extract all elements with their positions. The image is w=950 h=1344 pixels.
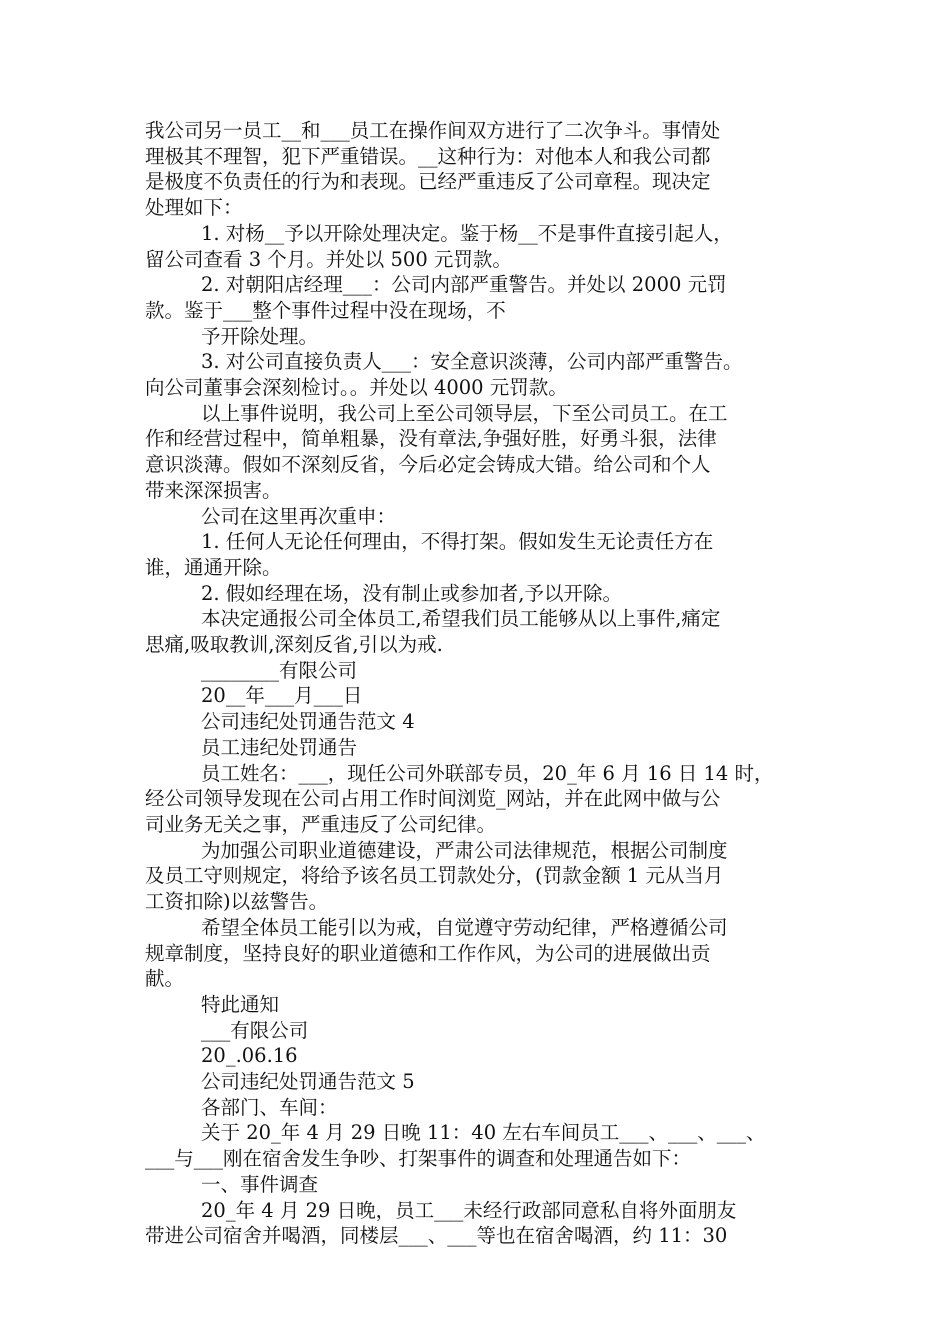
text-line: 20__年___月___日 xyxy=(201,684,363,708)
text-line: 司业务无关之事，严重违反了公司纪律。 xyxy=(145,812,497,836)
text-line: 带来深深损害。 xyxy=(145,478,282,502)
text-line: 予开除处理。 xyxy=(201,324,319,348)
text-line: 工资扣除)以兹警告。 xyxy=(145,890,329,914)
text-line: ___有限公司 xyxy=(201,1018,309,1042)
text-line: 1. 任何人无论任何理由，不得打架。假如发生无论责任方在 xyxy=(201,530,714,554)
text-line: 带进公司宿舍并喝酒，同楼层___、___等也在宿舍喝酒，约 11：30 xyxy=(145,1224,728,1248)
text-line: 以上事件说明，我公司上至公司领导层，下至公司员工。在工 xyxy=(201,401,728,425)
text-line: 特此通知 xyxy=(201,992,280,1016)
text-line: 为加强公司职业道德建设，严肃公司法律规范，根据公司制度 xyxy=(201,838,728,862)
text-line: 2. 假如经理在场，没有制止或参加者,予以开除。 xyxy=(201,581,623,605)
text-line: 我公司另一员工__和___员工在操作间双方进行了二次争斗。事情处 xyxy=(145,119,721,142)
text-line: 款。鉴于___整个事件过程中没在现场，不 xyxy=(145,298,506,322)
text-line: 处理如下： xyxy=(145,196,243,220)
text-line: 各部门、车间： xyxy=(201,1095,338,1119)
text-line: ________有限公司 xyxy=(201,658,358,682)
text-line: 一、事件调查 xyxy=(201,1172,319,1196)
text-line: 公司违纪处罚通告范文 4 xyxy=(201,710,415,734)
text-line: ___与___刚在宿舍发生争吵、打架事件的调查和处理通告如下： xyxy=(145,1147,692,1171)
text-line: 3. 对公司直接负责人___：安全意识淡薄，公司内部严重警告。 xyxy=(201,350,743,374)
text-line: 20_年 4 月 29 日晚，员工___未经行政部同意私自将外面朋友 xyxy=(201,1198,737,1222)
text-line: 20_.06.16 xyxy=(201,1044,298,1068)
text-line: 是极度不负责任的行为和表现。已经严重违反了公司章程。现决定 xyxy=(145,170,711,194)
text-line: 意识淡薄。假如不深刻反省，今后必定会铸成大错。给公司和个人 xyxy=(145,453,711,477)
text-line: 作和经营过程中，简单粗暴，没有章法,争强好胜，好勇斗狠，法律 xyxy=(145,427,717,451)
text-line: 向公司董事会深刻检讨。。并处以 4000 元罚款。 xyxy=(145,376,568,400)
text-line: 经公司领导发现在公司占用工作时间浏览_网站，并在此网中做与公 xyxy=(145,787,721,811)
text-line: 员工违纪处罚通告 xyxy=(201,735,358,759)
text-line: 公司违纪处罚通告范文 5 xyxy=(201,1070,415,1094)
document-body xyxy=(145,118,810,1249)
text-line: 谁，通通开除。 xyxy=(145,555,282,579)
text-line: 规章制度，坚持良好的职业道德和工作作风，为公司的进展做出贡 xyxy=(145,941,711,965)
text-line: 理极其不理智，犯下严重错误。__这种行为：对他本人和我公司都 xyxy=(145,144,711,168)
text-line: 1. 对杨__予以开除处理决定。鉴于杨__不是事件直接引起人， xyxy=(201,221,733,245)
text-line: 2. 对朝阳店经理___：公司内部严重警告。并处以 2000 元罚 xyxy=(201,273,727,297)
text-line: 献。 xyxy=(145,967,185,991)
text-line: 员工姓名：___，现任公司外联部专员，20_年 6 月 16 日 14 时， xyxy=(201,761,774,785)
text-line: 关于 20_年 4 月 29 日晚 11：40 左右车间员工___、___、___、 xyxy=(201,1121,766,1145)
text-line: 本决定通报公司全体员工,希望我们员工能够从以上事件,痛定 xyxy=(201,607,721,631)
text-line: 留公司查看 3 个月。并处以 500 元罚款。 xyxy=(145,247,512,271)
text-line: 希望全体员工能引以为戒，自觉遵守劳动纪律，严格遵循公司 xyxy=(201,915,728,939)
text-line: 及员工守则规定，将给予该名员工罚款处分，(罚款金额 1 元从当月 xyxy=(145,864,724,888)
text-line: 公司在这里再次重申： xyxy=(201,504,397,528)
text-line: 思痛,吸取教训,深刻反省,引以为戒. xyxy=(145,633,443,657)
